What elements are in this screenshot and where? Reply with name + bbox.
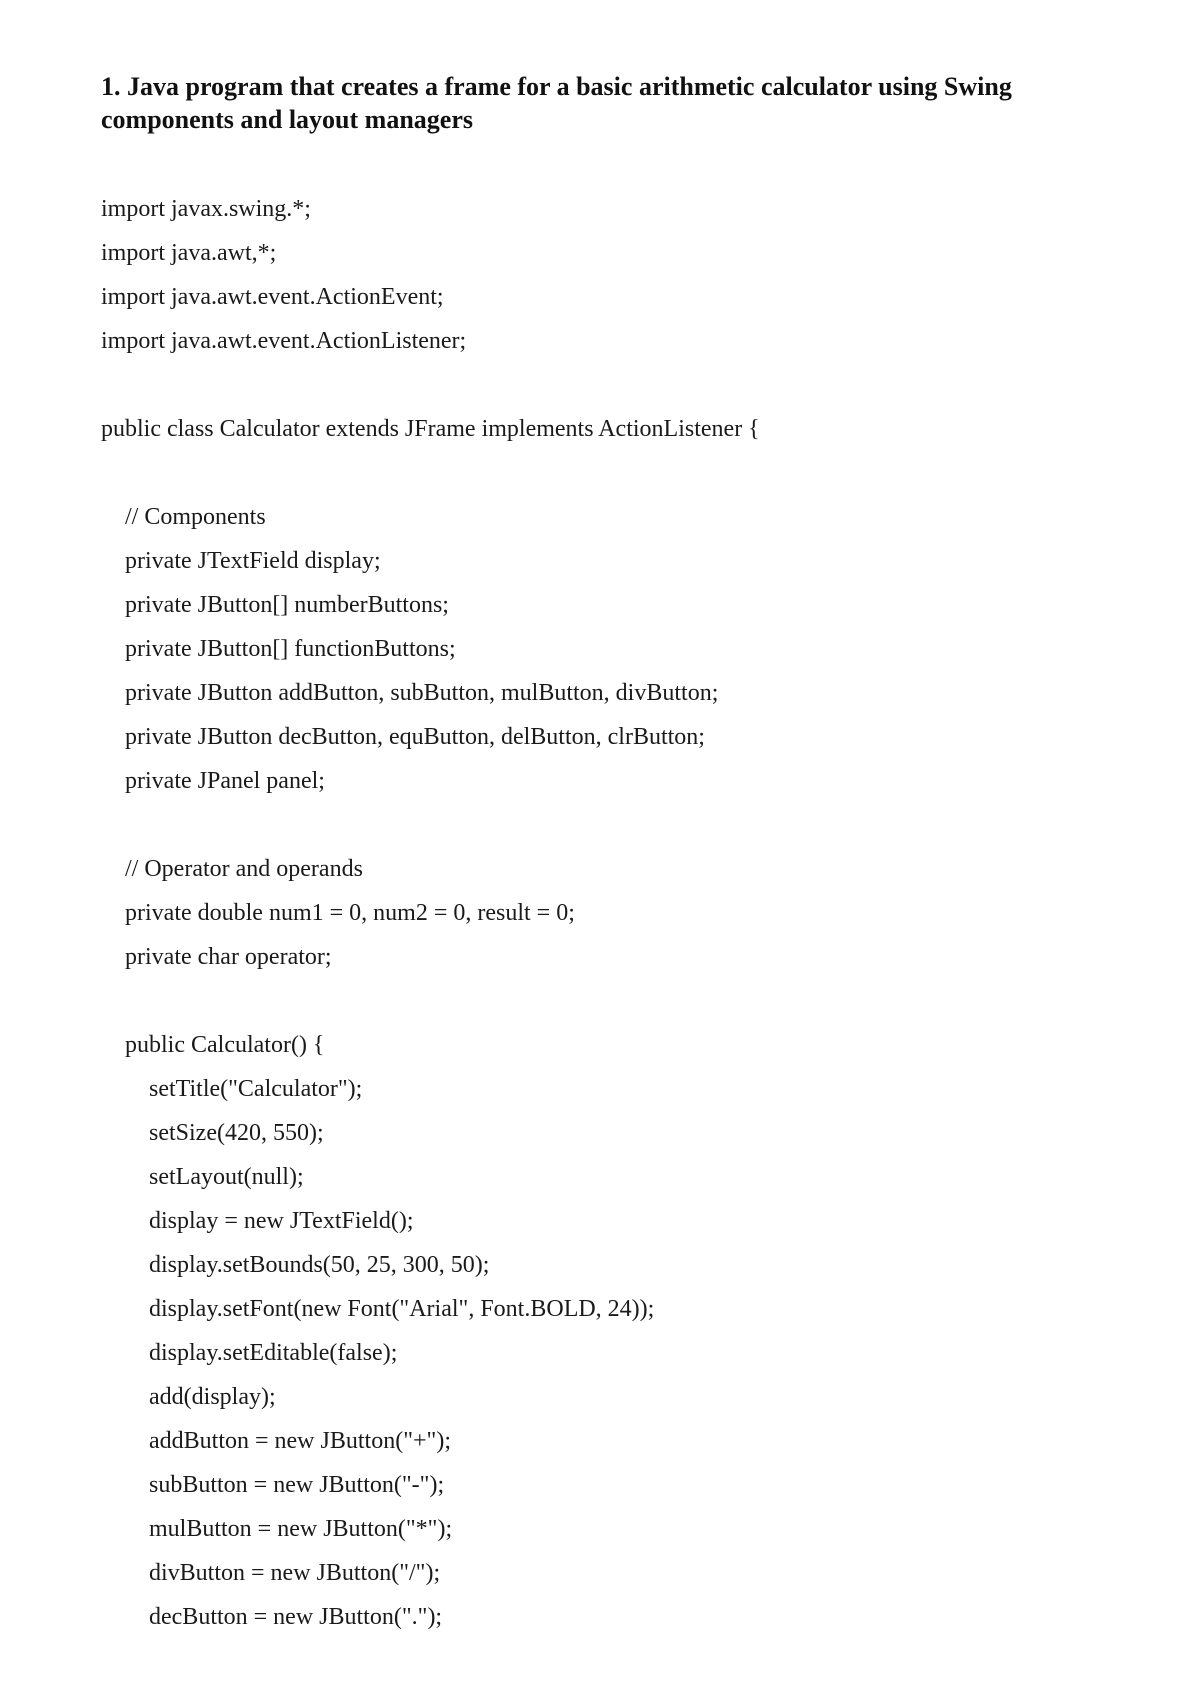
code-line: import java.awt.event.ActionListener; (101, 328, 467, 354)
code-line: import java.awt,*; (101, 240, 277, 266)
code-line: private double num1 = 0, num2 = 0, result = 0; (125, 900, 575, 926)
code-line: setLayout(null); (149, 1164, 304, 1190)
code-line: import java.awt.event.ActionEvent; (101, 284, 444, 310)
code-line: display.setBounds(50, 25, 300, 50); (149, 1252, 490, 1278)
code-line: public Calculator() { (125, 1032, 325, 1058)
blank-line (101, 370, 1101, 414)
code-line: subButton = new JButton("-"); (149, 1472, 445, 1498)
code-line: display.setFont(new Font("Arial", Font.BOLD, 24)); (149, 1296, 655, 1322)
code-line: private JButton[] numberButtons; (125, 592, 449, 618)
code-line: decButton = new JButton("."); (149, 1604, 443, 1630)
code-line: setSize(420, 550); (149, 1120, 324, 1146)
code-line: display = new JTextField(); (149, 1208, 414, 1234)
code-line: public class Calculator extends JFrame implements ActionListener { (101, 416, 760, 442)
blank-line (101, 986, 1101, 1030)
code-line: divButton = new JButton("/"); (149, 1560, 441, 1586)
code-line: private char operator; (125, 944, 332, 970)
blank-line (101, 810, 1101, 854)
code-line: add(display); (149, 1384, 276, 1410)
code-line: private JPanel panel; (125, 768, 325, 794)
code-listing (101, 194, 1101, 1646)
code-line: private JTextField display; (125, 548, 381, 574)
code-line: import javax.swing.*; (101, 196, 311, 222)
code-line: display.setEditable(false); (149, 1340, 398, 1366)
section-heading: 1. Java program that creates a frame for a basic arithmetic calculator using Swing components and layout managers (101, 72, 1012, 134)
code-line: private JButton decButton, equButton, delButton, clrButton; (125, 724, 705, 750)
code-line: setTitle("Calculator"); (149, 1076, 363, 1102)
code-line: // Components (125, 504, 266, 530)
blank-line (101, 458, 1101, 502)
code-line: private JButton addButton, subButton, mulButton, divButton; (125, 680, 719, 706)
code-line: addButton = new JButton("+"); (149, 1428, 451, 1454)
code-line: // Operator and operands (125, 856, 363, 882)
code-line: private JButton[] functionButtons; (125, 636, 456, 662)
code-line: mulButton = new JButton("*"); (149, 1516, 453, 1542)
